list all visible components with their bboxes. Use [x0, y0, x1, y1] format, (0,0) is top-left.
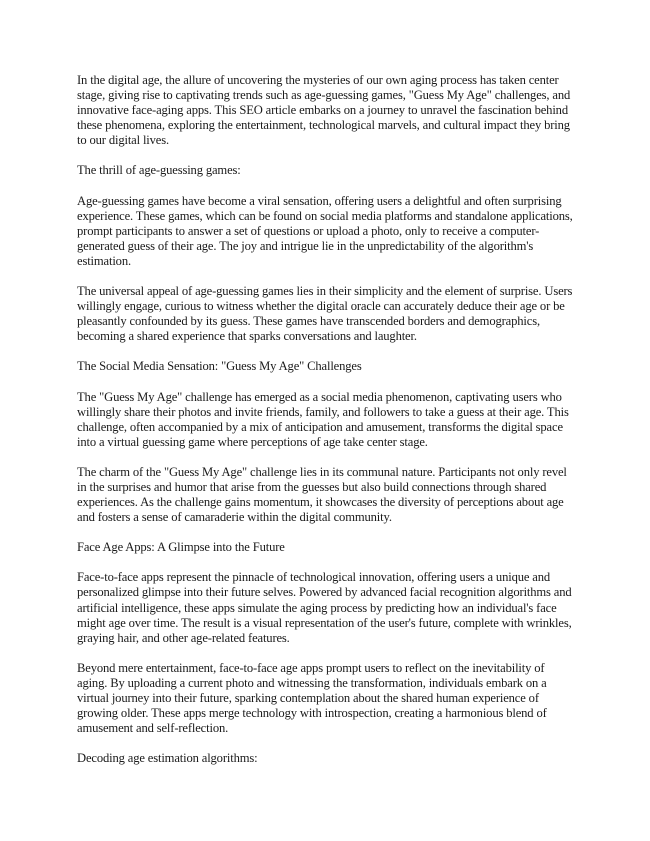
- body-paragraph: The "Guess My Age" challenge has emerged as a social media phenomenon, captivating users who willingly share their photos and invite friends, family, and followers to take a guess at their age. This challenge, often accompanied by a mix of anticipation and amusement, transforms the digital space into a virtual guessing game where perceptions of age take center stage.: [77, 389, 569, 449]
- body-paragraph: Beyond mere entertainment, face-to-face age apps prompt users to reflect on the inevitability of aging. By uploading a current photo and witnessing the transformation, individuals embark on a virtual journey into their future, sparking contemplation about the shared human experience of growing older. These apps merge technology with introspection, creating a harmonious blend of amusement and self-reflection.: [77, 660, 547, 736]
- body-paragraph: The universal appeal of age-guessing games lies in their simplicity and the element of surprise. Users willingly engage, curious to witness whether the digital oracle can accurately deduce their age or be pleasantly confounded by its guess. These games have transcended borders and demographics, becoming a shared experience that sparks conversations and laughter.: [77, 284, 573, 344]
- article-body: [77, 73, 577, 781]
- section-heading-face-age-apps: Face Age Apps: A Glimpse into the Future: [77, 540, 285, 555]
- section-heading-guess-my-age-challenges: The Social Media Sensation: "Guess My Age" Challenges: [77, 359, 362, 374]
- body-paragraph: Age-guessing games have become a viral sensation, offering users a delightful and often surprising experience. These games, which can be found on social media platforms and standalone applications, prompt participants to answer a set of questions or upload a photo, only to receive a computer-generated guess of their age. The joy and intrigue lie in the unpredictability of the algorithm's estimation.: [77, 193, 573, 268]
- section-heading-age-guessing-games: The thrill of age-guessing games:: [77, 163, 241, 178]
- intro-paragraph: In the digital age, the allure of uncovering the mysteries of our own aging process has taken center stage, giving rise to captivating trends such as age-guessing games, "Guess My Age" challenges, and innovative face-aging apps. This SEO article embarks on a journey to unravel the fascination behind these phenomena, exploring the entertainment, technological marvels, and cultural impact they bring to our digital lives.: [77, 73, 571, 148]
- body-paragraph: The charm of the "Guess My Age" challenge lies in its communal nature. Participants not only revel in the surprises and humor that arise from the guesses but also build connections through shared experiences. As the challenge gains momentum, it showcases the diversity of perceptions about age and fosters a sense of camaraderie within the digital community.: [77, 464, 567, 525]
- section-heading-age-estimation-algorithms: Decoding age estimation algorithms:: [77, 751, 258, 766]
- body-paragraph: Face-to-face apps represent the pinnacle of technological innovation, offering users a unique and personalized glimpse into their future selves. Powered by advanced facial recognition algorithms and artificial intelligence, these apps simulate the aging process by predicting how an individual's face might age over time. The result is a visual representation of the user's future, complete with wrinkles, graying hair, and other age-related features.: [77, 570, 572, 645]
